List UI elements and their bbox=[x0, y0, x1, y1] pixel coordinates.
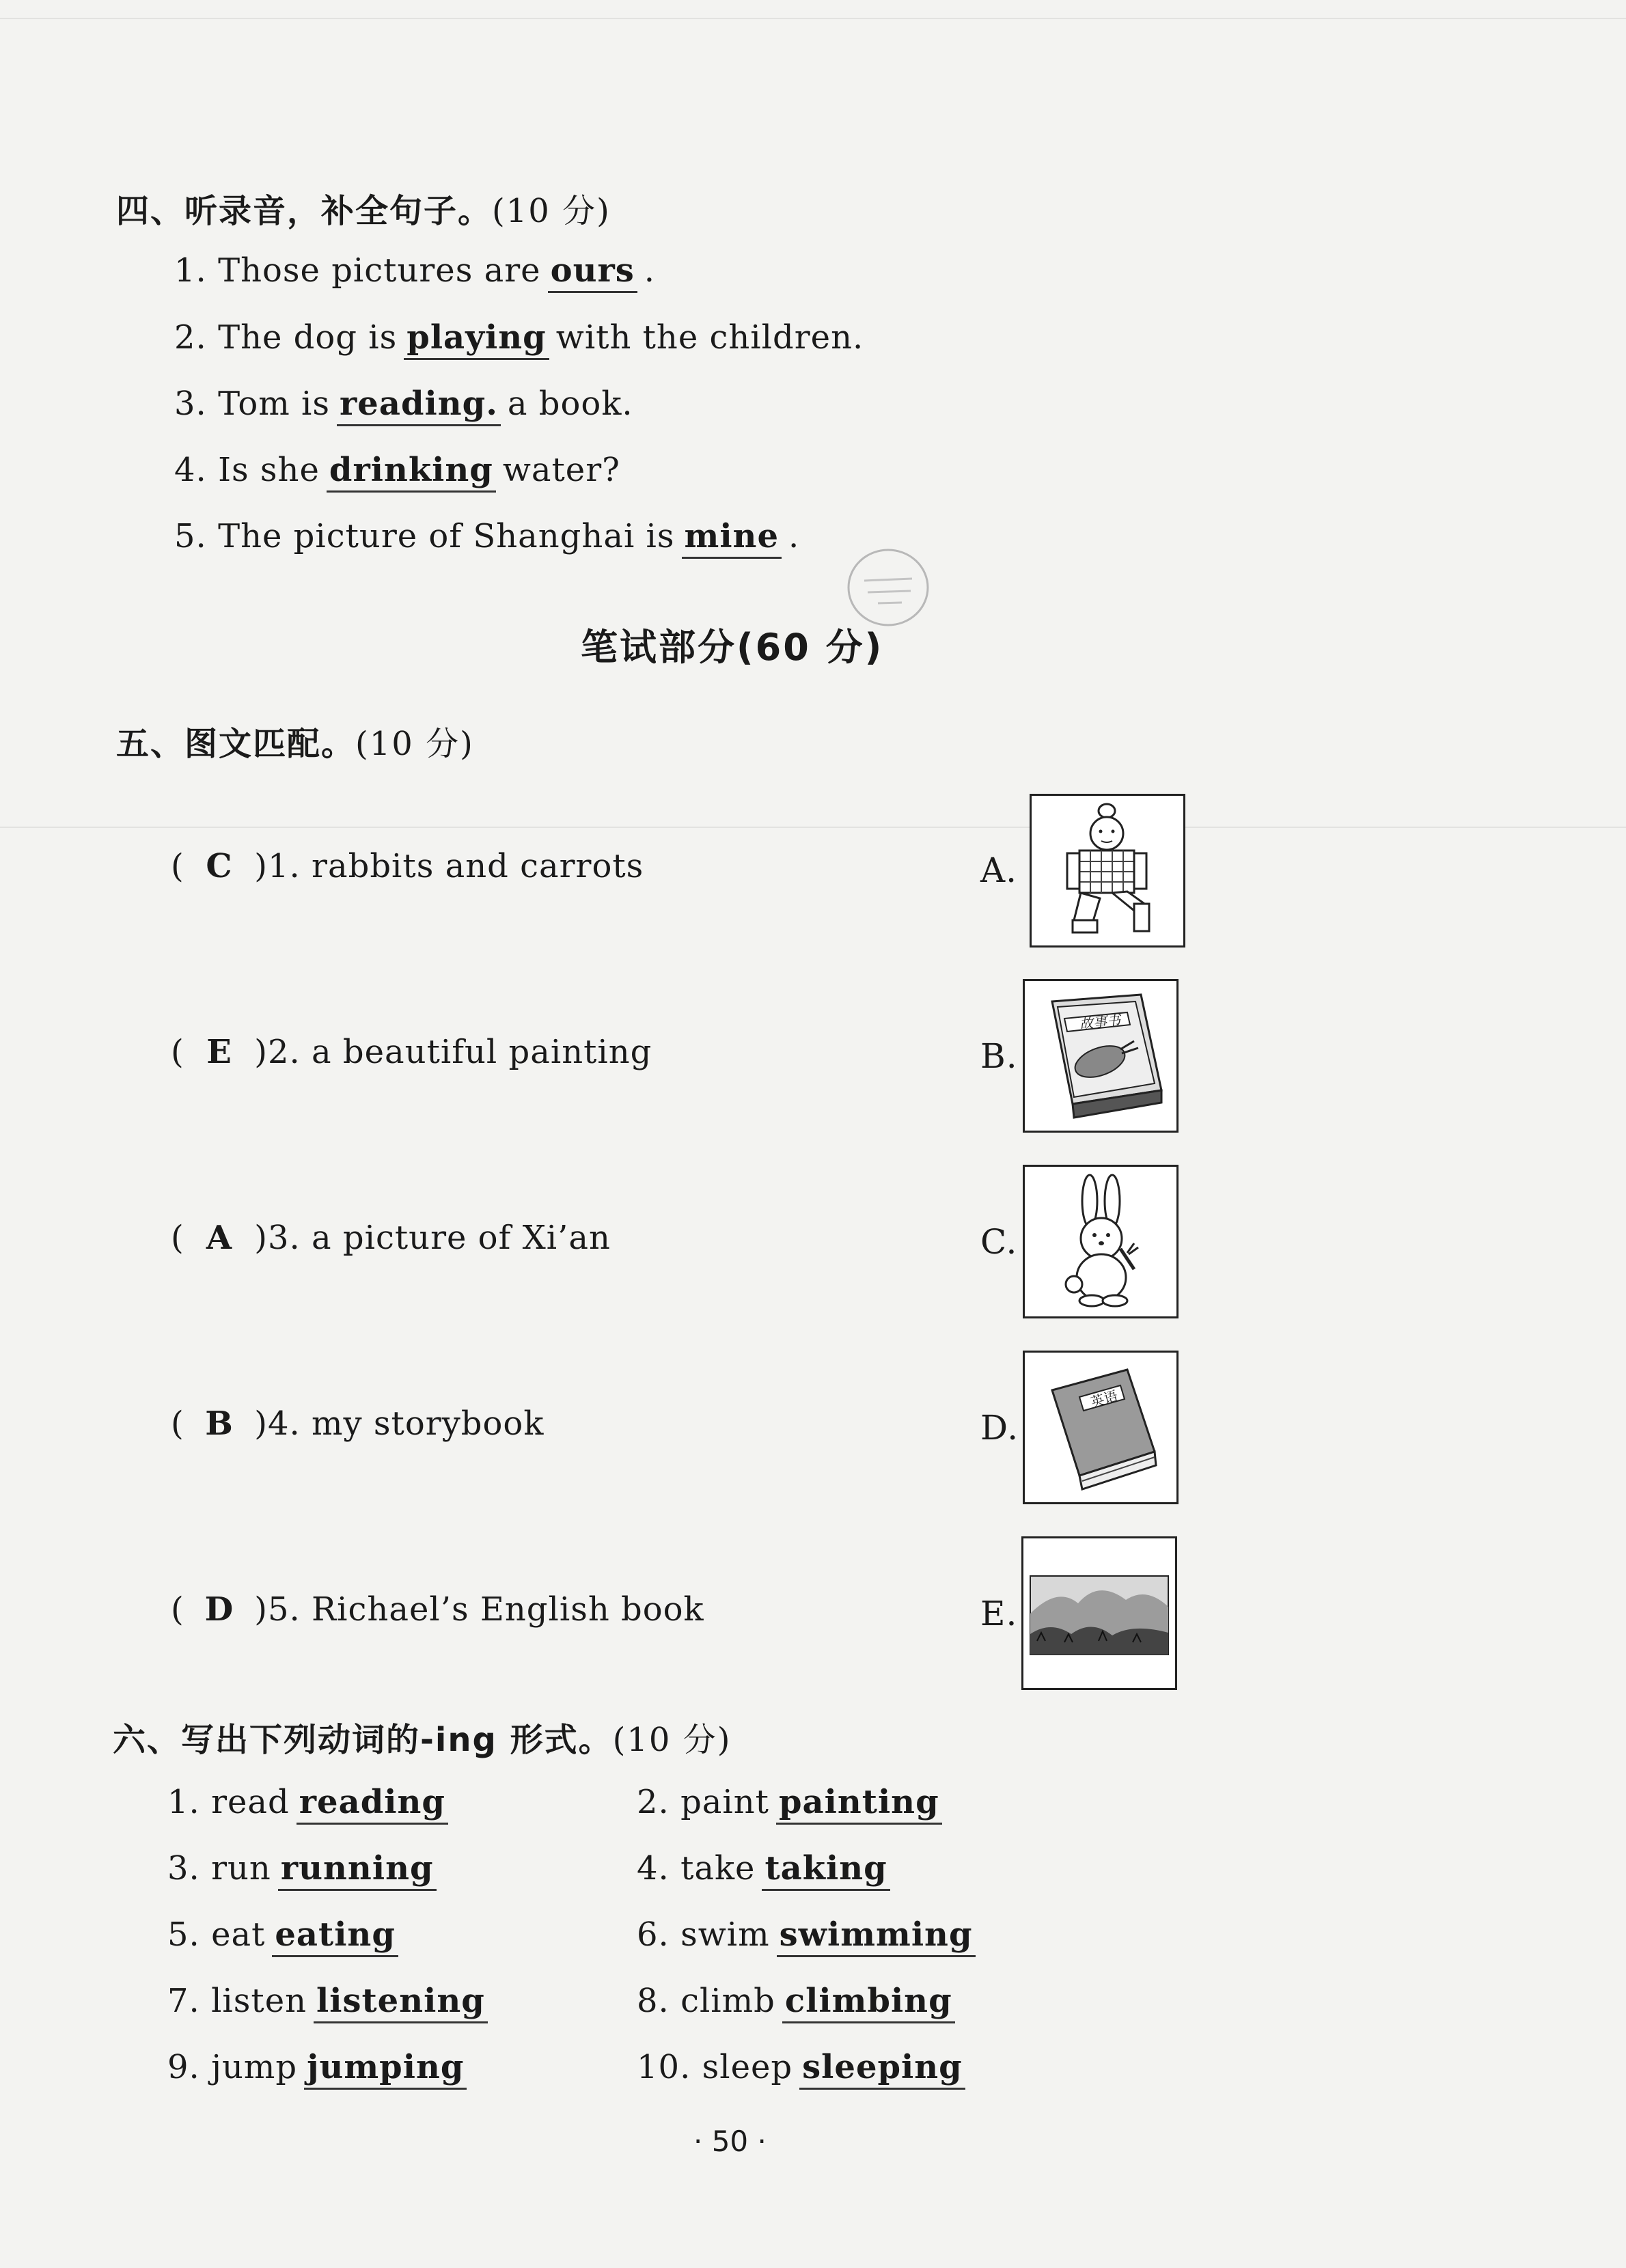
rabbit-picture bbox=[1023, 1165, 1179, 1318]
answer-blank: reading. bbox=[337, 385, 501, 426]
picture-letter-d: D. bbox=[980, 1408, 1019, 1448]
match-item-3: ( A )3. a picture of Xi’an bbox=[171, 1219, 611, 1257]
ing-item-3: 3. run running bbox=[167, 1849, 443, 1891]
ing-item-8: 8. climb climbing bbox=[637, 1982, 962, 2023]
picture-letter-e: E. bbox=[980, 1594, 1018, 1633]
section4-item-3: 3. Tom is reading. a book. bbox=[174, 385, 633, 426]
scan-artifact bbox=[0, 827, 1626, 828]
answer-blank: ours bbox=[548, 251, 637, 293]
storybook-picture bbox=[1023, 979, 1179, 1133]
section4-item-2: 2. The dog is playing with the children. bbox=[174, 318, 864, 360]
match-item-4: ( B )4. my storybook bbox=[171, 1405, 545, 1443]
ing-item-7: 7. listen listening bbox=[167, 1982, 495, 2023]
ing-item-10: 10. sleep sleeping bbox=[637, 2048, 972, 2090]
storybook-title: 故事书 bbox=[1078, 1011, 1122, 1033]
terracotta-warrior-picture bbox=[1030, 794, 1185, 948]
section4-item-5: 5. The picture of Shanghai is mine . bbox=[174, 517, 799, 559]
answer-blank: drinking bbox=[327, 451, 496, 493]
ing-item-2: 2. paint painting bbox=[637, 1783, 949, 1825]
landscape-painting-picture bbox=[1021, 1536, 1177, 1690]
section4-item-1: 1. Those pictures are ours . bbox=[174, 251, 655, 293]
written-part-title: 笔试部分(60 分) bbox=[581, 626, 884, 669]
english-book-picture bbox=[1023, 1351, 1179, 1504]
ing-item-6: 6. swim swimming bbox=[637, 1916, 982, 1957]
section6-heading: 六、写出下列动词的-ing 形式。(10 分) bbox=[113, 1721, 732, 1759]
ing-item-4: 4. take taking bbox=[637, 1849, 897, 1891]
match-item-1: ( C )1. rabbits and carrots bbox=[171, 847, 644, 885]
section5-heading: 五、图文匹配。(10 分) bbox=[116, 725, 474, 763]
ing-item-1: 1. read reading bbox=[167, 1783, 455, 1825]
answer-blank: mine bbox=[682, 517, 782, 559]
picture-letter-a: A. bbox=[980, 850, 1018, 890]
ing-item-5: 5. eat eating bbox=[167, 1916, 405, 1957]
english-book-title: 英语 bbox=[1088, 1387, 1120, 1411]
page-number: · 50 · bbox=[693, 2125, 767, 2158]
answer-blank: playing bbox=[404, 318, 549, 360]
picture-letter-c: C. bbox=[980, 1222, 1018, 1262]
match-item-5: ( D )5. Richael’s English book bbox=[171, 1590, 704, 1629]
picture-letter-b: B. bbox=[980, 1036, 1018, 1076]
match-item-2: ( E )2. a beautiful painting bbox=[171, 1033, 652, 1071]
section4-heading: 四、听录音，补全句子。(10 分) bbox=[116, 192, 611, 230]
scan-artifact bbox=[0, 18, 1626, 19]
section4-item-4: 4. Is she drinking water? bbox=[174, 451, 620, 493]
ing-item-9: 9. jump jumping bbox=[167, 2048, 473, 2090]
